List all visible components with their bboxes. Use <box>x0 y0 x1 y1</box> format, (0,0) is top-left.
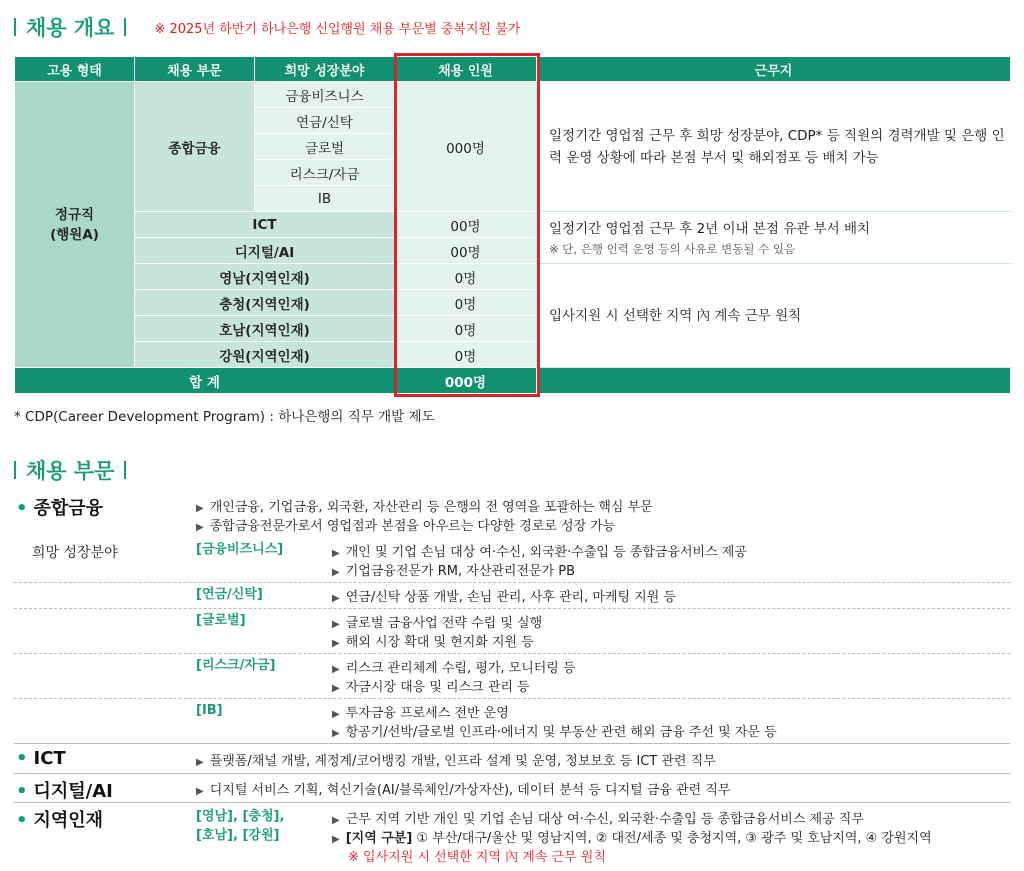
regional-desc-line: ▶ [지역 구분] ① 부산/대구/울산 및 영남지역, ② 대전/세종 및 충청지역, ③ 광주 및 호남지역, ④ 강원지역 <box>332 831 932 846</box>
general-desc-line: ▶ 종합금융전문가로서 영업점과 본점을 아우르는 다양한 경로로 성장 가능 <box>196 519 616 534</box>
field-tag: [연금/신탁] <box>196 587 263 602</box>
divider <box>14 773 1010 774</box>
growth-field-cell: 리스크/자금 <box>255 160 395 186</box>
growth-field-label: 희망 성장분야 <box>32 545 118 561</box>
field-tag: [글로벌] <box>196 613 246 628</box>
title-bar-left <box>14 461 16 479</box>
count-general: 000명 <box>395 82 537 212</box>
division-general: 종합금융 <box>135 82 255 212</box>
count-ict: 00명 <box>395 212 537 238</box>
header-division: 채용 부문 <box>135 57 255 82</box>
divider <box>14 698 1010 699</box>
field-desc-line: ▶ 해외 시장 확대 및 현지화 지원 등 <box>332 635 534 650</box>
field-tag: [금융비즈니스] <box>196 542 284 557</box>
count-regional: 0명 <box>395 264 537 290</box>
overview-title: 채용 개요 <box>26 16 115 40</box>
employment-type-line2: (행원A) <box>50 226 99 243</box>
growth-field-cell: IB <box>255 186 395 212</box>
count-regional: 0명 <box>395 290 537 316</box>
total-label: 합 계 <box>15 368 395 394</box>
growth-field-cell: 글로벌 <box>255 134 395 160</box>
general-label: • 종합금융 <box>16 498 104 519</box>
table-header-row <box>15 57 1011 82</box>
field-desc-line: ▶ 개인 및 기업 손님 대상 여·수신, 외국환·수출입 등 종합금융서비스 제공 <box>332 545 747 560</box>
field-desc-line: ▶ 연금/신탁 상품 개발, 손님 관리, 사후 관리, 마케팅 지원 등 <box>332 590 676 605</box>
header-location: 근무지 <box>537 57 1011 82</box>
count-regional: 0명 <box>395 342 537 368</box>
field-tag: [리스크/자금] <box>196 658 276 673</box>
divider <box>14 802 1010 803</box>
field-desc-line: ▶ 투자금융 프로세스 전반 운영 <box>332 706 509 721</box>
division-regional: 호남(지역인재) <box>135 316 395 342</box>
field-desc-line: ▶ 글로벌 금융사업 전략 수립 및 실행 <box>332 616 543 631</box>
division-regional: 영남(지역인재) <box>135 264 395 290</box>
ict-desc: ▶ 플랫폼/채널 개발, 계정계/코어뱅킹 개발, 인프라 설계 및 운영, 정보보호 등 ICT 관련 직무 <box>196 754 716 769</box>
general-block <box>14 494 1010 744</box>
total-count: 000명 <box>395 368 537 394</box>
table-row <box>15 82 1011 108</box>
table-row <box>15 212 1011 238</box>
growth-field-cell: 연금/신탁 <box>255 108 395 134</box>
ict-block <box>14 748 1010 774</box>
field-desc-line: ▶ 리스크 관리체계 수립, 평가, 모니터링 등 <box>332 661 576 676</box>
division-regional: 충청(지역인재) <box>135 290 395 316</box>
header-headcount: 채용 인원 <box>395 57 537 82</box>
divider <box>14 582 1010 583</box>
field-desc-line: ▶ 항공기/선박/글로벌 인프라·에너지 및 부동산 관련 해외 금융 주선 및 자문 등 <box>332 725 777 740</box>
regional-desc-line: ▶ 근무 지역 기반 개인 및 기업 손님 대상 여·수신, 외국환·수출입 등 종합금융서비스 제공 직무 <box>332 812 864 827</box>
location-regional: 입사지원 시 선택한 지역 內 계속 근무 원칙 <box>537 264 1011 368</box>
division-ict: ICT <box>135 212 395 238</box>
field-tag: [IB] <box>196 703 223 718</box>
overview-notice: ※ 2025년 하반기 하나은행 신입행원 채용 부문별 중복지원 불가 <box>154 21 521 37</box>
growth-field-cell: 금융비즈니스 <box>255 82 395 108</box>
division-regional: 강원(지역인재) <box>135 342 395 368</box>
location-ict-text: 일정기간 영업점 근무 후 2년 이내 본점 유관 부서 배치 <box>549 220 871 237</box>
regional-tag-line2: [호남], [강원] <box>196 828 280 843</box>
table-row <box>15 264 1011 290</box>
total-row <box>15 368 1011 394</box>
overview-title-block <box>14 12 520 42</box>
regional-block <box>14 806 1010 868</box>
divider <box>14 653 1010 654</box>
title-bar-right <box>124 18 126 36</box>
division-digital: 디지털/AI <box>135 238 395 264</box>
digital-label: • 디지털/AI <box>16 781 113 802</box>
header-employment-type: 고용 형태 <box>15 57 135 82</box>
location-general: 일정기간 영업점 근무 후 희망 성장분야, CDP* 등 직원의 경력개발 및 은행 인력 운영 상황에 따라 본점 부서 및 해외점포 등 배치 가능 <box>537 82 1011 212</box>
cdp-footnote: * CDP(Career Development Program) : 하나은행의 직무 개발 제도 <box>14 409 435 425</box>
total-empty <box>537 368 1011 394</box>
employment-type-cell <box>15 82 135 368</box>
title-bar-left <box>14 18 16 36</box>
regional-label: • 지역인재 <box>16 810 104 831</box>
regional-notice: ※ 입사지원 시 선택한 지역 內 계속 근무 원칙 <box>348 850 606 865</box>
count-regional: 0명 <box>395 316 537 342</box>
header-growth-field: 희망 성장분야 <box>255 57 395 82</box>
ict-label: • ICT <box>16 748 66 769</box>
digital-desc: ▶ 디지털 서비스 기획, 혁신기술(AI/블록체인/가상자산), 데이터 분석 등 디지털 금융 관련 직무 <box>196 783 731 798</box>
location-ict <box>537 212 1011 264</box>
recruitment-table <box>14 56 1011 394</box>
digital-block <box>14 777 1010 803</box>
divisions-title-block <box>14 455 136 485</box>
employment-type-line1: 정규직 <box>54 206 95 223</box>
divider <box>14 608 1010 609</box>
count-digital: 00명 <box>395 238 537 264</box>
divisions-title: 채용 부문 <box>26 459 115 483</box>
field-desc-line: ▶ 자금시장 대응 및 리스크 관리 등 <box>332 680 530 695</box>
location-ict-note: ※ 단, 은행 인력 운영 등의 사유로 변동될 수 있음 <box>549 241 796 256</box>
divider <box>14 743 1010 744</box>
field-desc-line: ▶ 기업금융전문가 RM, 자산관리전문가 PB <box>332 564 576 579</box>
general-desc-line: ▶ 개인금융, 기업금융, 외국환, 자산관리 등 은행의 전 영역을 포괄하는 핵심 부문 <box>196 500 653 515</box>
regional-tag-line1: [영남], [충청], <box>196 809 285 824</box>
title-bar-right <box>124 461 126 479</box>
